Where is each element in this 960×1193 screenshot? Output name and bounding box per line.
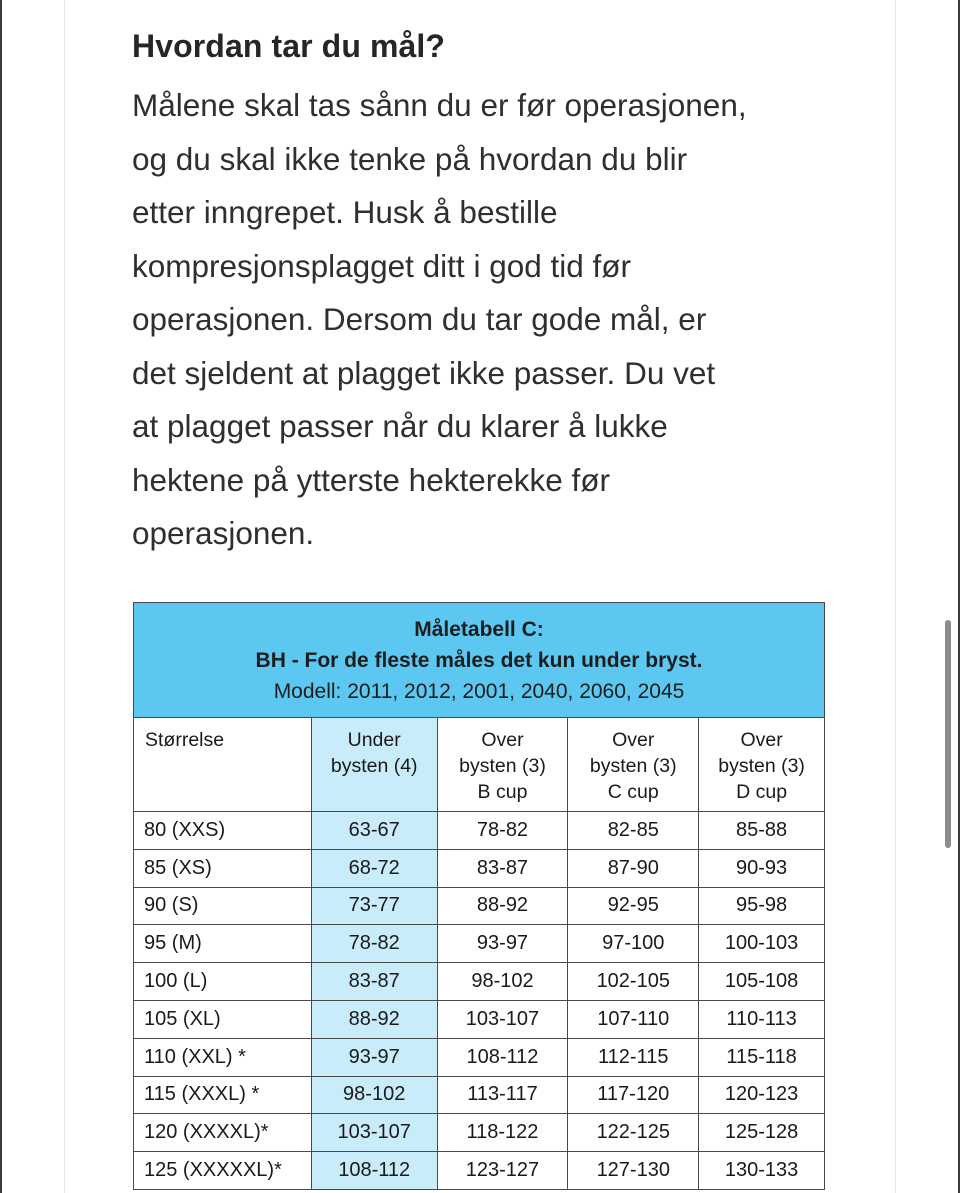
measure-cell: 115-118 xyxy=(699,1038,825,1076)
table-title-line: Måletabell C: xyxy=(414,617,544,641)
measure-cell: 98-102 xyxy=(311,1076,437,1114)
table-title xyxy=(134,603,825,718)
paragraph-line: Målene skal tas sånn du er før operasjonen, xyxy=(132,87,747,123)
header-measure-1 xyxy=(311,718,437,812)
table-subtitle-line: BH - For de fleste måles det kun under bryst. xyxy=(255,648,703,672)
header-line: bysten (3) xyxy=(589,755,677,777)
measure-cell: 63-67 xyxy=(311,812,437,850)
measure-cell: 117-120 xyxy=(568,1076,699,1114)
measure-cell: 85-88 xyxy=(699,812,825,850)
measure-cell: 93-97 xyxy=(437,925,568,963)
measure-cell: 110-113 xyxy=(699,1000,825,1038)
measure-cell: 120-123 xyxy=(699,1076,825,1114)
measure-cell: 108-112 xyxy=(311,1152,437,1190)
measure-cell: 103-107 xyxy=(437,1000,568,1038)
size-chart-table xyxy=(133,602,825,1190)
measure-cell: 78-82 xyxy=(311,925,437,963)
measure-cell: 88-92 xyxy=(437,887,568,925)
instructions-paragraph xyxy=(132,79,852,561)
table-row xyxy=(134,849,825,887)
measure-cell: 112-115 xyxy=(568,1038,699,1076)
size-label-cell: 95 (M) xyxy=(134,925,312,963)
measure-cell: 92-95 xyxy=(568,887,699,925)
measure-cell: 78-82 xyxy=(437,812,568,850)
measure-cell: 83-87 xyxy=(311,963,437,1001)
scrollbar[interactable] xyxy=(945,620,951,848)
header-line: C cup xyxy=(607,781,659,803)
paragraph-line: det sjeldent at plagget ikke passer. Du vet xyxy=(132,354,716,391)
table-row xyxy=(134,925,825,963)
size-label-cell: 125 (XXXXXL)* xyxy=(134,1152,312,1190)
measure-cell: 95-98 xyxy=(699,887,825,925)
table-model-line: Modell: 2011, 2012, 2001, 2040, 2060, 2045 xyxy=(273,679,685,703)
measure-cell: 90-93 xyxy=(699,849,825,887)
measure-cell: 100-103 xyxy=(699,925,825,963)
header-line: Størrelse xyxy=(145,729,225,751)
size-label-cell: 115 (XXXL) * xyxy=(134,1076,312,1114)
measure-cell: 107-110 xyxy=(568,1000,699,1038)
header-line: bysten (3) xyxy=(459,755,546,777)
header-size xyxy=(134,718,312,812)
measure-cell: 102-105 xyxy=(568,963,699,1001)
measure-cell: 127-130 xyxy=(568,1152,699,1190)
measure-cell: 68-72 xyxy=(311,849,437,887)
header-line: Over xyxy=(740,729,783,751)
measure-cell: 103-107 xyxy=(311,1114,437,1152)
measure-cell: 87-90 xyxy=(568,849,699,887)
measure-cell: 93-97 xyxy=(311,1038,437,1076)
size-label-cell: 80 (XXS) xyxy=(134,812,312,850)
header-line: B cup xyxy=(477,781,528,803)
header-measure-4 xyxy=(699,718,825,812)
size-label-cell: 110 (XXL) * xyxy=(134,1038,312,1076)
paragraph-line: hektene på ytterste hekterekke før xyxy=(132,461,610,498)
measure-cell: 108-112 xyxy=(437,1038,568,1076)
paragraph-line: etter inngrepet. Husk å bestille xyxy=(132,194,558,230)
paragraph-line: at plagget passer når du klarer å lukke xyxy=(132,408,668,444)
size-label-cell: 85 (XS) xyxy=(134,849,312,887)
measure-cell: 98-102 xyxy=(437,963,568,1001)
measure-cell: 82-85 xyxy=(568,812,699,850)
table-row xyxy=(134,1152,825,1190)
measure-cell: 130-133 xyxy=(699,1152,825,1190)
header-measure-3 xyxy=(568,718,699,812)
measure-cell: 105-108 xyxy=(699,963,825,1001)
header-line: D cup xyxy=(736,781,788,803)
measure-cell: 97-100 xyxy=(568,925,699,963)
paragraph-line: og du skal ikke tenke på hvordan du blir xyxy=(132,140,688,177)
size-label-cell: 120 (XXXXL)* xyxy=(134,1114,312,1152)
table-row xyxy=(134,1114,825,1152)
header-line: Over xyxy=(481,729,524,751)
size-label-cell: 90 (S) xyxy=(134,887,312,925)
paragraph-line: operasjonen. xyxy=(132,515,315,551)
section-heading: Hvordan tar du mål? xyxy=(132,28,446,64)
measure-cell: 83-87 xyxy=(437,849,568,887)
table-row xyxy=(134,1076,825,1114)
table-row xyxy=(134,963,825,1001)
table-body xyxy=(134,812,825,1190)
header-line: Under xyxy=(347,729,401,751)
header-line: bysten (3) xyxy=(718,755,805,777)
measure-cell: 73-77 xyxy=(311,887,437,925)
measure-cell: 123-127 xyxy=(437,1152,568,1190)
measure-cell: 88-92 xyxy=(311,1000,437,1038)
header-line: bysten (4) xyxy=(330,755,418,777)
measure-cell: 113-117 xyxy=(437,1076,568,1114)
size-label-cell: 100 (L) xyxy=(134,963,312,1001)
table-row xyxy=(134,1000,825,1038)
measure-cell: 125-128 xyxy=(699,1114,825,1152)
header-measure-2 xyxy=(437,718,568,812)
table-row xyxy=(134,812,825,850)
size-label-cell: 105 (XL) xyxy=(134,1000,312,1038)
table-row xyxy=(134,1038,825,1076)
paragraph-line: operasjonen. Dersom du tar gode mål, er xyxy=(132,301,707,337)
paragraph-line: kompresjonsplagget ditt i god tid før xyxy=(132,247,632,284)
header-line: Over xyxy=(612,729,655,751)
measure-cell: 118-122 xyxy=(437,1114,568,1152)
table-row xyxy=(134,887,825,925)
measure-cell: 122-125 xyxy=(568,1114,699,1152)
table-header-row xyxy=(134,718,825,812)
